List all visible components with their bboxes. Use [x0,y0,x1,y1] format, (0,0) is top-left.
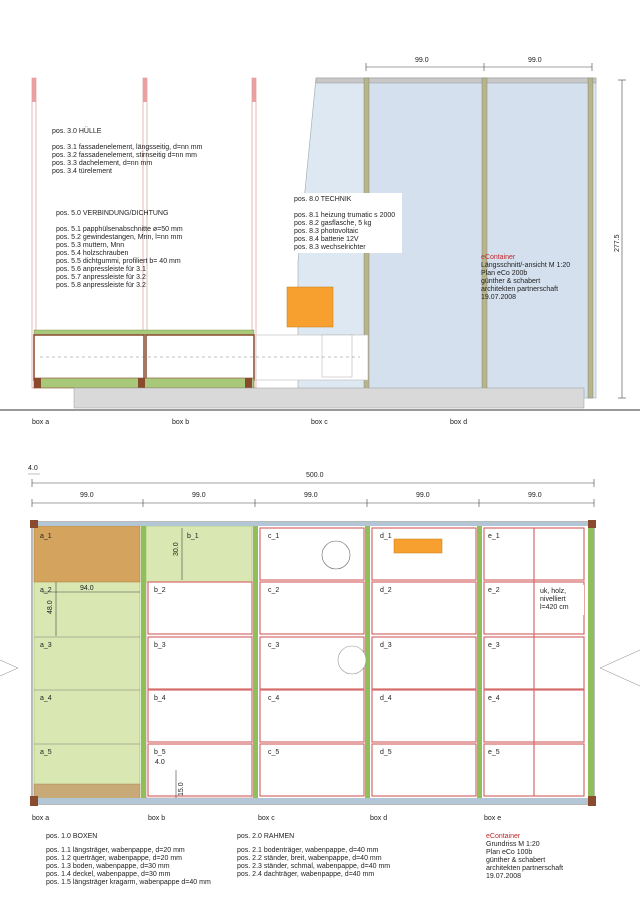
huelle-item-3: pos. 3.3 dachelement, d=nn mm [52,160,153,167]
technik-title: pos. 8.0 TECHNIK [294,196,352,203]
cell-label-d2: d_2 [380,587,392,594]
boxen-title: pos. 1.0 BOXEN [46,833,98,840]
huelle-item-2: pos. 3.2 fassadenelement, stirnseitig d=nn mm [52,152,197,159]
verbindung-item-5: pos. 5.5 dichtgummi, profiliert b= 40 mm [56,258,181,265]
cell-label-a1: a_1 [40,533,52,540]
cell-label-c3: c_3 [268,642,280,649]
box-a-foot-m [138,378,145,388]
plan-box-label-d: box d [370,815,388,822]
plan-title-line-2: Plan eCo 100b [486,849,533,856]
plan-dim-5: 99.0 [528,492,542,499]
plan-note-line-3: l=420 cm [540,604,569,611]
cell-label-b2: b_2 [154,587,166,594]
plan-box-label-a: box a [32,815,50,822]
glass-panel-right [484,78,590,398]
boxen-item-3: pos. 1.3 boden, wabenpappe, d=30 mm [46,863,170,870]
plan-stand-e [477,522,482,804]
rail-3-top [252,78,256,102]
technik-item-5: pos. 8.3 wechselrichter [294,244,366,251]
plan-box-label-c: box c [258,815,275,822]
rahmen-item-3: pos. 2.3 ständer, schmal, wabenpappe, d=40 mm [237,863,391,870]
cell-label-c4: c_4 [268,695,280,702]
cell-label-c2: c_2 [268,587,280,594]
plinth [74,388,584,408]
plan-corner-bl [30,796,38,806]
elev-dim-2: 99.0 [528,57,542,64]
rahmen-item-2: pos. 2.2 ständer, breit, wabenpappe, d=40 mm [237,855,382,862]
rail-2-top [143,78,147,102]
plan-title-line-1: Grundriss M 1:20 [486,841,540,848]
verbindung-title: pos. 5.0 VERBINDUNG/DICHTUNG [56,210,169,217]
huelle-item-4: pos. 3.4 türelement [52,168,112,175]
plan-box-label-b: box b [148,815,166,822]
elev-dim-1: 99.0 [415,57,429,64]
plan-corner-br [588,796,596,806]
verbindung-item-2: pos. 5.2 gewindestangen, Mnn, l=nn mm [56,234,183,241]
roof-beam [316,78,596,83]
cell-label-d1: d_1 [380,533,392,540]
rahmen-item-4: pos. 2.4 dachträger, wabenpappe, d=40 mm [237,871,375,878]
technik-item-3: pos. 8.3 photovoltaic [294,228,359,235]
plan-dim-2: 99.0 [192,492,206,499]
cell-a-bottom [34,784,140,800]
huelle-title: pos. 3.0 HÜLLE [52,128,102,135]
technik-item-4: pos. 8.4 batterie 12V [294,236,359,243]
plan-stand-right [588,522,594,804]
elev-title-line-1: Längsschnitt/-ansicht M 1:20 [481,262,571,269]
elev-title-line-3: günther & schabert [481,278,541,285]
stand-d [482,78,487,398]
huelle-item-1: pos. 3.1 fassadenelement, längsseitig, d=nn mm [52,144,203,151]
rahmen-title: pos. 2.0 RAHMEN [237,833,295,840]
cell-label-b4: b_4 [154,695,166,702]
plan-dim-3: 99.0 [304,492,318,499]
elev-title-line-5: 19.07.2008 [481,294,517,301]
plan-dim-48: 48.0 [47,600,54,614]
elev-box-label-c: box c [311,419,328,426]
plan-title-line-3: günther & schabert [486,857,546,864]
boxen-item-4: pos. 1.4 deckel, wabenpappe, d=30 mm [46,871,171,878]
cell-label-d4: d_4 [380,695,392,702]
box-a-body [34,335,144,380]
battery-box [287,287,333,327]
plan-orange-d1 [394,539,442,553]
boxen-item-5: pos. 1.5 längsträger kragarm, wabenpappe d=40 mm [46,879,211,886]
boxen-item-1: pos. 1.1 längsträger, wabenpappe, d=20 mm [46,847,185,854]
cell-label-a5: a_5 [40,749,52,756]
plan-note-line-1: uk, holz, [540,588,567,595]
plan-corner-tr [588,520,596,528]
plan-dim-4: 99.0 [416,492,430,499]
cell-label-e4: e_4 [488,695,500,702]
cell-label-a4: a_4 [40,695,52,702]
stand-e [588,78,593,398]
cell-label-e3: e_3 [488,642,500,649]
verbindung-item-3: pos. 5.3 muttern, Mnn [56,242,125,249]
plan-dim-1: 99.0 [80,492,94,499]
rail-1-top [32,78,36,102]
cell-label-e2: e_2 [488,587,500,594]
cell-label-a3: a_3 [40,642,52,649]
elev-title-line-2: Plan eCo 200b [481,270,528,277]
plan-dim-15: 15.0 [178,782,185,796]
plan-dim-94: 94.0 [80,585,94,592]
box-a-foot-l [34,378,41,388]
plan-stand-b [141,522,146,804]
cell-label-b1: b_1 [187,533,199,540]
plan-title-line-4: architekten partnerschaft [486,865,564,872]
box-b-body [146,335,254,380]
box-a-foot-r [245,378,252,388]
plan-box-label-e: box e [484,815,502,822]
plan-dim-4b: 4.0 [155,759,165,766]
plan-bottom-beam [32,798,594,804]
cell-label-a2: a_2 [40,587,52,594]
cell-label-b3: b_3 [154,642,166,649]
elev-title-line-4: architekten partnerschaft [481,286,559,293]
plan-dim-total: 500.0 [306,472,324,479]
verbindung-item-6: pos. 5.6 anpressleiste für 3.1 [56,266,146,273]
elev-box-label-b: box b [172,419,190,426]
cell-label-b5: b_5 [154,749,166,756]
verbindung-item-1: pos. 5.1 papphülsenabschnitte ø=50 mm [56,226,183,233]
cell-label-d5: d_5 [380,749,392,756]
verbindung-item-8: pos. 5.8 anpressleiste für 3.2 [56,282,146,289]
plan-circle-c1 [322,541,350,569]
plan-title-brand: eContainer [486,833,521,840]
elev-box-label-a: box a [32,419,50,426]
plan-circle-c3 [338,646,366,674]
technik-item-2: pos. 8.2 gasflasche, 5 kg [294,220,372,227]
elev-box-label-d: box d [450,419,468,426]
verbindung-item-7: pos. 5.7 anpressleiste für 3.2 [56,274,146,281]
plan-top-beam [32,522,594,526]
verbindung-item-4: pos. 5.4 holzschrauben [56,250,129,257]
elev-title-brand: eContainer [481,254,516,261]
plan-dim-30: 30.0 [173,542,180,556]
plan-dim-small: 4.0 [28,465,38,472]
cell-label-c1: c_1 [268,533,280,540]
cell-label-e1: e_1 [488,533,500,540]
cell-b1 [146,526,252,582]
plan-note-line-2: nivelliert [540,596,566,603]
plan-corner-tl [30,520,38,528]
box-c-door [322,335,352,377]
elevation-view [0,57,640,426]
boxen-item-2: pos. 1.2 querträger, wabenpappe, d=20 mm [46,855,183,862]
plan-title-line-5: 19.07.2008 [486,873,522,880]
cell-label-c5: c_5 [268,749,280,756]
cell-label-d3: d_3 [380,642,392,649]
technik-item-1: pos. 8.1 heizung trumatic s 2000 [294,212,396,219]
cell-label-e5: e_5 [488,749,500,756]
elev-height-dim: 277.5 [614,234,621,252]
plan-view [0,465,640,886]
rahmen-item-1: pos. 2.1 bodenträger, wabenpappe, d=40 mm [237,847,379,854]
plan-stand-c [253,522,258,804]
